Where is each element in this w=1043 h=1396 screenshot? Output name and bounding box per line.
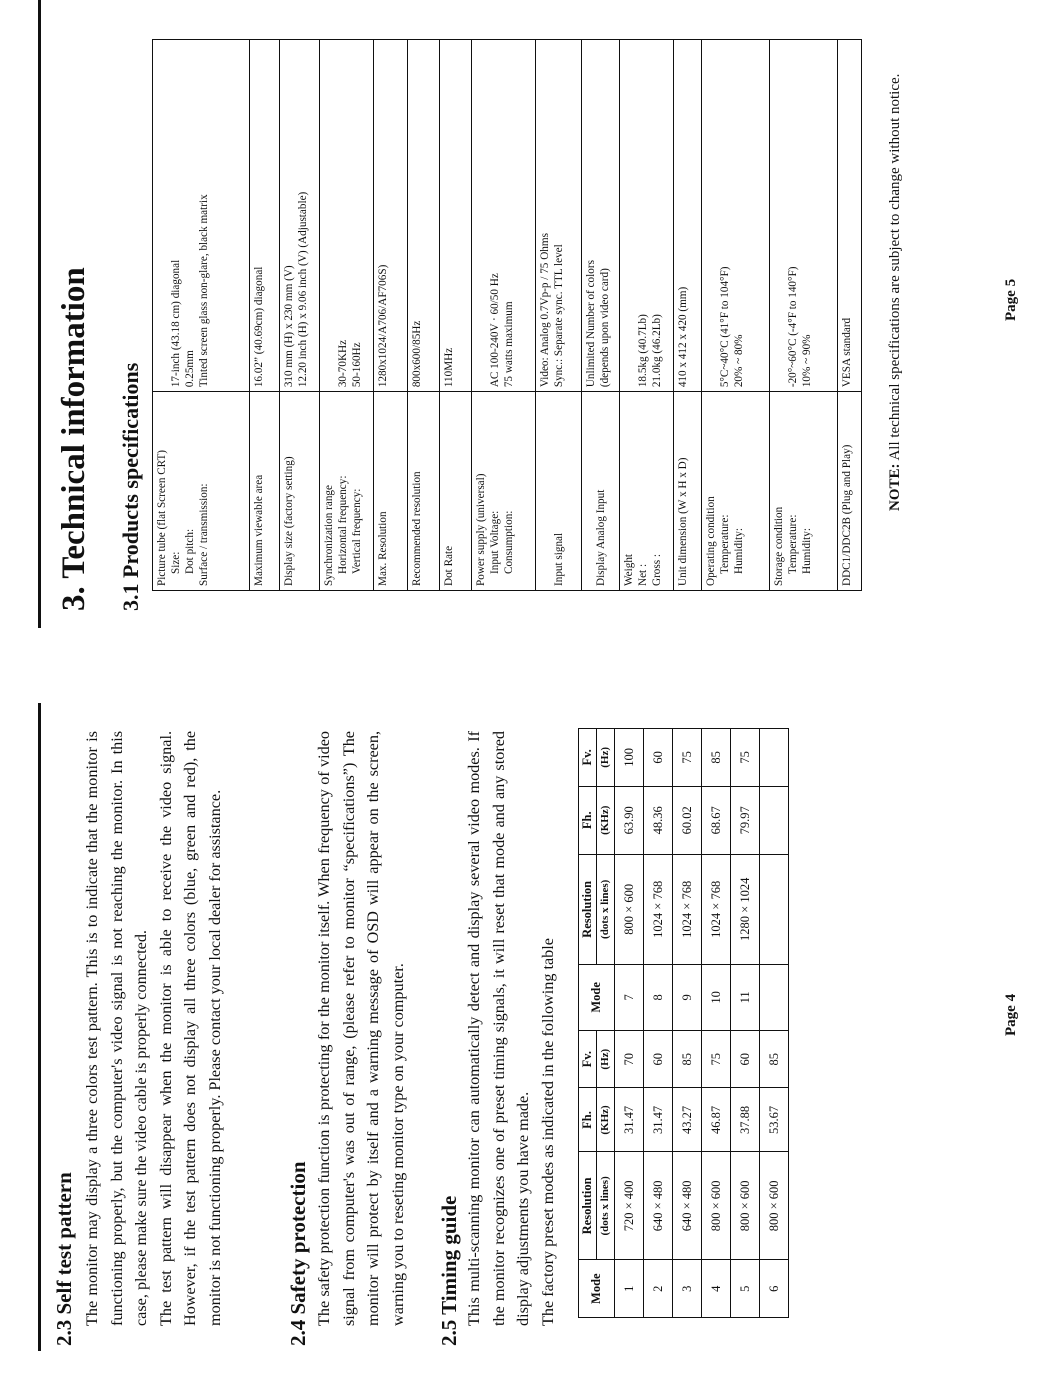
col-mode-2: Mode xyxy=(579,964,615,1030)
spec-value-text: (depends upon video card) xyxy=(599,268,611,388)
col-fv-2: Fv. xyxy=(579,729,597,787)
col-resolution: Resolution xyxy=(579,1152,597,1260)
page-5-number: Page 5 xyxy=(1003,278,1019,321)
spec-value: 1280x1024/A706/AF706S) xyxy=(374,40,408,392)
spec-row-colors xyxy=(582,40,620,591)
col-fv-unit-2: (Hz) xyxy=(597,729,615,787)
spec-value xyxy=(770,40,838,392)
spec-label-text: Input signal xyxy=(552,532,565,586)
spec-row-ddc xyxy=(838,40,862,591)
timing-table-header xyxy=(579,729,597,1318)
spec-value xyxy=(620,40,674,392)
cell-fv: 60 xyxy=(731,1030,760,1088)
spec-label: Display size (factory setting) xyxy=(280,392,320,591)
spec-label xyxy=(153,392,250,591)
spec-label-text: Humidity: xyxy=(801,528,813,574)
spec-label: Unit dimension (W x H x D) xyxy=(674,392,702,591)
col-resolution-unit-2: (dots x lines) xyxy=(597,854,615,964)
spec-value-text: 17-inch (43.18 cm) diagonal xyxy=(170,259,182,388)
cell-mode: 2 xyxy=(644,1260,673,1318)
cell-resolution: 800 × 600 xyxy=(615,854,644,964)
spec-label-text: Vertical frequency: xyxy=(351,488,363,574)
spec-table xyxy=(152,39,862,591)
cell-fv: 60 xyxy=(644,1030,673,1088)
spec-value: 410 x 412 x 420 (mm) xyxy=(674,40,702,392)
spec-row-dot-rate xyxy=(440,40,472,591)
cell-fh: 79.97 xyxy=(731,786,760,854)
page-4-number: Page 4 xyxy=(1003,993,1019,1036)
spec-value-text: 5°C~40°C (41°F to 104°F) xyxy=(719,266,731,388)
section-2-3-p1: The monitor may display a three colors test pattern. This is to indicate that the monitor is functioning properly, but the computer's video signal is not reaching the monitor. In this case, please make sure the video cable is properly connected. xyxy=(83,731,150,1326)
cell-resolution: 1280 × 1024 xyxy=(731,854,760,964)
cell-fh: 60.02 xyxy=(673,786,702,854)
spec-value xyxy=(536,40,582,392)
table-row xyxy=(673,729,702,1318)
cell-fv: 85 xyxy=(760,1030,789,1088)
spec-label-text: Picture tube (flat Screen CRT) xyxy=(156,449,168,586)
spec-value-text: 0.25mm xyxy=(184,350,196,388)
cell-resolution: 1024 × 768 xyxy=(702,854,731,964)
cell-fv: 75 xyxy=(673,729,702,787)
spec-label-text: Temperature: xyxy=(787,514,799,574)
section-2-3-body xyxy=(80,731,227,1326)
spec-value xyxy=(153,40,250,392)
spec-label-text: Dot pitch: xyxy=(184,528,196,574)
cell-mode: 8 xyxy=(644,964,673,1030)
spec-label xyxy=(472,392,536,591)
timing-table xyxy=(578,728,789,1318)
spec-label-text: Operating condition xyxy=(705,496,717,586)
cell-resolution xyxy=(760,854,789,964)
section-2-5-p1: This multi-scanning monitor can automatically detect and display several video modes. If the monitor recognizes one of preset timing signals, it will reset that mode and any stored display adjustments you have made. xyxy=(465,731,532,1326)
spec-value-text: 30-70KHz xyxy=(337,339,349,388)
spec-label-text: Size: xyxy=(170,551,182,574)
cell-fv: 70 xyxy=(615,1030,644,1088)
spec-row-tube xyxy=(153,40,250,591)
spec-value-text: -20°~60°C (-4°F to 140°F) xyxy=(787,266,799,388)
cell-fv: 85 xyxy=(673,1030,702,1088)
cell-fh: 63.90 xyxy=(615,786,644,854)
cell-mode: 9 xyxy=(673,964,702,1030)
col-fh-2: Fh. xyxy=(579,786,597,854)
cell-fh: 37.88 xyxy=(731,1088,760,1152)
cell-fh: 31.47 xyxy=(644,1088,673,1152)
spec-value xyxy=(582,40,620,392)
spec-row-sync xyxy=(320,40,374,591)
section-3-1-title: 3.1 Products specifications xyxy=(118,362,143,611)
spec-label-text: Humidity: xyxy=(733,528,745,574)
cell-fh xyxy=(760,786,789,854)
spec-label-text: Surface / transmission: xyxy=(198,483,210,586)
spec-value-text: 10% ~ 90% xyxy=(801,334,813,388)
cell-fv: 60 xyxy=(644,729,673,787)
spec-value: 16.02” (40.69cm) diagonal xyxy=(250,40,280,392)
cell-resolution: 640 × 480 xyxy=(673,1152,702,1260)
spec-label-text: Storage condition xyxy=(773,506,785,586)
spec-value-text: 20% ~ 80% xyxy=(733,334,745,388)
spec-value-text: Video: Analog 0.7Vp-p / 75 Ohms xyxy=(539,233,551,388)
spec-label-text: Input Voltage: xyxy=(489,510,501,574)
cell-mode: 4 xyxy=(702,1260,731,1318)
spec-label xyxy=(536,392,582,591)
col-fh: Fh. xyxy=(579,1088,597,1152)
spec-label-text: Weight xyxy=(623,553,635,586)
spec-value-text: 75 watts maximum xyxy=(503,301,515,388)
section-2-5-title: 2.5 Timing guide xyxy=(437,1195,461,1346)
cell-resolution: 800 × 600 xyxy=(702,1152,731,1260)
cell-mode: 1 xyxy=(615,1260,644,1318)
spec-label-text: Temperature: xyxy=(719,514,731,574)
table-row xyxy=(760,729,789,1318)
cell-mode: 7 xyxy=(615,964,644,1030)
spec-label: Max. Resolution xyxy=(374,392,408,591)
section-2-3-title: 2.3 Self test pattern xyxy=(52,1172,76,1346)
spec-label-text: Gross : xyxy=(651,553,663,586)
spec-label xyxy=(770,392,838,591)
spec-label: Recommended resolution xyxy=(408,392,440,591)
spec-row-max-res xyxy=(374,40,408,591)
cell-fh: 43.27 xyxy=(673,1088,702,1152)
cell-mode xyxy=(760,964,789,1030)
page-5 xyxy=(0,1,1043,641)
cell-resolution: 800 × 600 xyxy=(731,1152,760,1260)
cell-fh: 31.47 xyxy=(615,1088,644,1152)
spec-value: 110MHz xyxy=(440,40,472,392)
spec-label xyxy=(702,392,770,591)
col-mode: Mode xyxy=(579,1260,615,1318)
spec-value: VESA standard xyxy=(838,40,862,392)
spec-label-text: Consumption: xyxy=(503,510,515,574)
cell-fv: 100 xyxy=(615,729,644,787)
table-row xyxy=(644,729,673,1318)
cell-fh: 53.67 xyxy=(760,1088,789,1152)
spec-value xyxy=(280,40,320,392)
table-row xyxy=(702,729,731,1318)
spec-label-text: Power supply (universal) xyxy=(475,473,487,586)
spec-value-text: Sync.: Separate sync. TTL level xyxy=(553,244,565,388)
cell-mode: 11 xyxy=(731,964,760,1030)
col-fh-unit-2: (KHz) xyxy=(597,786,615,854)
spec-label-text: Display Analog Input xyxy=(594,489,607,586)
spec-label: Maximum viewable area xyxy=(250,392,280,591)
cell-resolution: 720 × 400 xyxy=(615,1152,644,1260)
section-2-4-p1: The safety protection function is protecting for the monitor itself. When frequency of video signal from computer's was out of range, (please refer to monitor “specifications”) The monitor will protect by itself and a warning message of OSD will appear on the screen, warning you to reseting monitor type on your computer. xyxy=(315,731,407,1326)
spec-row-operating xyxy=(702,40,770,591)
spec-note xyxy=(887,74,904,511)
note-text: All technical specifications are subject to change without notice. xyxy=(887,73,903,464)
spec-value-text: 50-160Hz xyxy=(351,342,363,388)
spec-label-text: Synchronization range xyxy=(323,485,335,586)
col-fh-unit: (KHz) xyxy=(597,1088,615,1152)
spec-row-rec-res xyxy=(408,40,440,591)
spec-value-text: 12.20 inch (H) x 9.06 inch (V) (Adjustable) xyxy=(297,191,309,388)
cell-mode: 3 xyxy=(673,1260,702,1318)
cell-fh: 46.87 xyxy=(702,1088,731,1152)
cell-fv: 85 xyxy=(702,729,731,787)
section-2-3-p2: The test pattern will disappear when the monitor is able to receive the video signal. However, if the test pattern does not display all three colors (blue, green and red), the monitor is not functioning properly. Please contact your local dealer for assistance. xyxy=(156,731,224,1326)
col-resolution-2: Resolution xyxy=(579,854,597,964)
table-row xyxy=(615,729,644,1318)
spec-label: Dot Rate xyxy=(440,392,472,591)
spec-value-text: AC 100-240V ‧ 60/50 Hz xyxy=(489,273,501,388)
page-4 xyxy=(0,656,1043,1356)
spec-row-weight xyxy=(620,40,674,591)
spec-row-viewable xyxy=(250,40,280,591)
spec-value-text: Tinted screen glass non-glare, black matrix xyxy=(198,194,210,388)
cell-resolution: 1024 × 768 xyxy=(644,854,673,964)
spec-value-text: Unlimited Number of colors xyxy=(585,260,597,388)
cell-fv: 75 xyxy=(702,1030,731,1088)
chapter-3-title: 3. Technical information xyxy=(56,267,92,611)
spec-label xyxy=(320,392,374,591)
spec-label-text: Net : xyxy=(637,563,649,586)
spec-row-storage xyxy=(770,40,838,591)
cell-resolution: 800 × 600 xyxy=(760,1152,789,1260)
cell-fv: 75 xyxy=(731,729,760,787)
cell-fh: 68.67 xyxy=(702,786,731,854)
col-fv: Fv. xyxy=(579,1030,597,1088)
section-2-5-body xyxy=(462,731,560,1326)
spec-value-text: 18.5kg (40.7Lb) xyxy=(637,314,649,388)
cell-mode: 6 xyxy=(760,1260,789,1318)
table-row xyxy=(731,729,760,1318)
spec-value: 800x600/85Hz xyxy=(408,40,440,392)
spec-value-text: 21.0kg (46.2Lb) xyxy=(651,314,663,388)
spec-label: DDC1/DDC2B (Plug and Play) xyxy=(838,392,862,591)
spec-value xyxy=(472,40,536,392)
cell-mode: 5 xyxy=(731,1260,760,1318)
cell-fh: 48.36 xyxy=(644,786,673,854)
spec-value-text: 310 mm (H) x 230 mm (V) xyxy=(283,265,295,388)
cell-resolution: 1024 × 768 xyxy=(673,854,702,964)
section-2-4-title: 2.4 Safety protection xyxy=(286,1161,310,1346)
spec-row-power xyxy=(472,40,536,591)
section-2-4-body xyxy=(312,731,410,1326)
spec-row-input xyxy=(536,40,582,591)
cell-mode: 10 xyxy=(702,964,731,1030)
note-label: NOTE: xyxy=(887,463,903,511)
spec-value xyxy=(702,40,770,392)
spec-row-unit-dim xyxy=(674,40,702,591)
cell-resolution: 640 × 480 xyxy=(644,1152,673,1260)
spec-row-display-size xyxy=(280,40,320,591)
spec-label xyxy=(620,392,674,591)
col-fv-unit: (Hz) xyxy=(597,1030,615,1088)
col-resolution-unit: (dots x lines) xyxy=(597,1152,615,1260)
section-2-5-p2: The factory preset modes as indicated in the following table xyxy=(538,938,557,1326)
cell-fv xyxy=(760,729,789,787)
spec-value xyxy=(320,40,374,392)
spec-label-text: Horizontal frequency: xyxy=(337,475,349,574)
spec-label xyxy=(582,392,620,591)
